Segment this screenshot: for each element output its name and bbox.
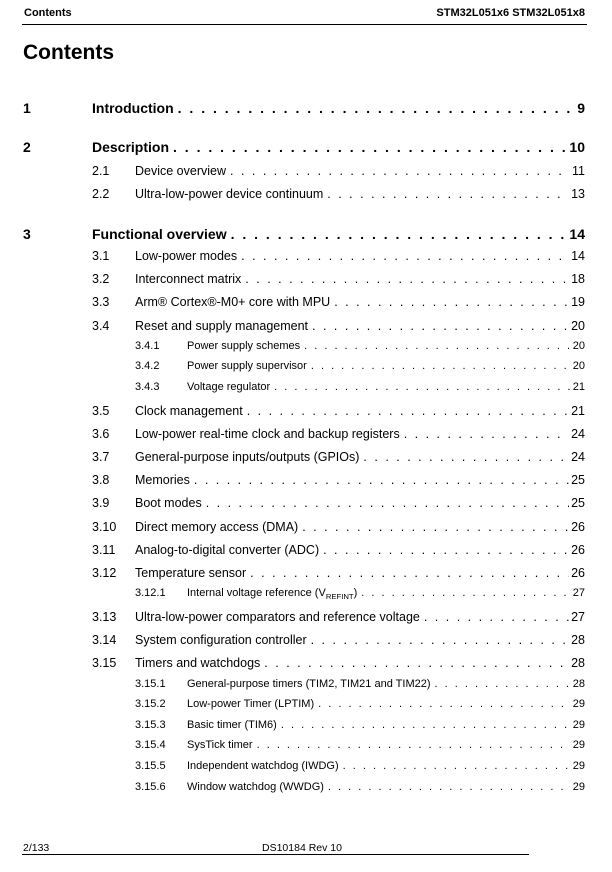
- toc-entry-line: [187, 360, 585, 372]
- toc-entry-title-text: SysTick timer: [187, 739, 253, 751]
- toc-entry-title-text: Functional overview: [92, 226, 227, 242]
- toc-entry-page: 29: [572, 781, 585, 793]
- toc-entry-number: 3.5: [92, 404, 110, 418]
- toc-entry-title-text: Temperature sensor: [135, 566, 247, 580]
- toc-entry-title-text: Power supply schemes: [187, 340, 301, 352]
- toc-entry-page: 26: [571, 520, 585, 534]
- toc-dot-leader: [343, 760, 571, 772]
- toc-entry-page: 29: [572, 698, 585, 710]
- toc-entry[interactable]: [0, 164, 612, 182]
- toc-entry-line: [135, 543, 585, 557]
- toc-entry-title-text: Analog-to-digital converter (ADC): [135, 543, 320, 557]
- toc-entry-title: [187, 360, 307, 372]
- toc-entry-number: 3.7: [92, 450, 110, 464]
- toc-entry-title-subscript: REFINT: [325, 592, 354, 602]
- toc-entry-title: [92, 139, 169, 155]
- toc-entry-number: 3.8: [92, 473, 110, 487]
- toc-entry-title-text: Ultra-low-power device continuum: [135, 187, 324, 201]
- toc-entry-title-text: Arm® Cortex®-M0+ core with MPU: [135, 295, 331, 309]
- toc-entry-page: 11: [572, 164, 585, 178]
- toc-entry[interactable]: [0, 566, 612, 584]
- toc-entry-title: [187, 719, 277, 731]
- toc-entry-title-text: Basic timer (TIM6): [187, 719, 277, 731]
- toc-entry-page: 29: [572, 739, 585, 751]
- toc-entry-title: [92, 100, 174, 116]
- toc-entry-title-text: Direct memory access (DMA): [135, 520, 299, 534]
- toc-entry-title-text: Memories: [135, 473, 190, 487]
- toc-dot-leader: [424, 610, 569, 624]
- toc-entry-title: [135, 610, 420, 624]
- toc-entry-page: 26: [571, 566, 585, 580]
- toc-entry-line: [187, 587, 585, 601]
- toc-entry-title-text: System configuration controller: [135, 633, 307, 647]
- toc-entry-number: 2.1: [92, 164, 110, 178]
- toc-entry-line: [92, 226, 585, 242]
- toc-entry-title: [135, 295, 330, 309]
- toc-entry-page: 21: [572, 381, 585, 393]
- toc-entry-line: [135, 520, 585, 534]
- toc-entry-title-text: Power supply supervisor: [187, 360, 307, 372]
- toc-entry-page: 28: [572, 678, 585, 690]
- toc-entry-title-text: Internal voltage reference (V: [187, 587, 326, 599]
- toc-entry-title: [187, 698, 314, 710]
- toc-dot-leader: [328, 781, 571, 793]
- toc-entry-page: 18: [571, 272, 585, 286]
- toc-dot-leader: [206, 496, 569, 510]
- toc-dot-leader: [334, 295, 569, 309]
- toc-entry-number: 3.4: [92, 319, 110, 333]
- toc-entry-line: [135, 272, 585, 286]
- toc-entry-title: [135, 249, 237, 263]
- footer-divider: [22, 854, 529, 855]
- toc-entry-number: 3.15.3: [135, 719, 166, 731]
- toc-entry-page: 19: [571, 295, 585, 309]
- toc-entry-line: [187, 739, 585, 751]
- toc-entry-title: [135, 543, 319, 557]
- toc-entry-title: [135, 473, 190, 487]
- toc-dot-leader: [327, 187, 569, 201]
- toc-entry-title: [187, 381, 270, 393]
- toc-entry-title: [187, 587, 357, 601]
- toc-entry-page: 28: [571, 633, 585, 647]
- toc-entry[interactable]: [0, 678, 612, 696]
- toc-entry-number: 3.4.3: [135, 381, 160, 393]
- header-document-name: STM32L051x6 STM32L051x8: [436, 7, 585, 19]
- toc-entry[interactable]: [0, 610, 612, 628]
- toc-dot-leader: [312, 319, 569, 333]
- toc-entry-title-text: Clock management: [135, 404, 243, 418]
- toc-entry[interactable]: [0, 698, 612, 716]
- toc-entry-title-text: Window watchdog (WWDG): [187, 781, 324, 793]
- toc-entry[interactable]: [0, 295, 612, 313]
- toc-entry-title-text: Reset and supply management: [135, 319, 309, 333]
- toc-entry[interactable]: [0, 427, 612, 445]
- toc-entry-number: 1: [23, 100, 31, 116]
- toc-entry-line: [135, 427, 585, 441]
- toc-dot-leader: [250, 566, 569, 580]
- toc-entry-page: 9: [577, 100, 585, 116]
- toc-entry-page: 20: [571, 319, 585, 333]
- toc-entry-title: [135, 633, 307, 647]
- toc-entry-line: [135, 496, 585, 510]
- toc-entry-number: 3.4.2: [135, 360, 160, 372]
- toc-entry[interactable]: [0, 340, 612, 358]
- toc-entry-page: 25: [571, 496, 585, 510]
- toc-entry-line: [92, 139, 585, 155]
- toc-entry-page: 25: [571, 473, 585, 487]
- toc-dot-leader: [257, 739, 571, 751]
- toc-entry-title-text: Voltage regulator: [187, 381, 271, 393]
- toc-entry-title-text: Low-power Timer (LPTIM): [187, 698, 315, 710]
- toc-entry-title: [135, 656, 260, 670]
- toc-entry-title: [135, 566, 246, 580]
- toc-entry-title-text: Low-power real-time clock and backup registers: [135, 427, 400, 441]
- toc-entry-title: [135, 272, 241, 286]
- header-section-title: Contents: [24, 7, 72, 19]
- toc-entry-line: [187, 719, 585, 731]
- toc-entry-title: [135, 404, 243, 418]
- toc-entry[interactable]: [0, 249, 612, 267]
- toc-entry-title: [187, 678, 431, 690]
- toc-entry-number: 3.11: [92, 543, 116, 557]
- toc-dot-leader: [311, 633, 569, 647]
- toc-entry-number: 2: [23, 139, 31, 155]
- toc-entry-number: 3.10: [92, 520, 117, 534]
- toc-dot-leader: [318, 698, 571, 710]
- toc-entry-title: [135, 187, 323, 201]
- toc-dot-leader: [245, 272, 569, 286]
- toc-entry-number: 3.1: [92, 249, 110, 263]
- toc-dot-leader: [281, 719, 571, 731]
- toc-entry-title: [135, 427, 400, 441]
- toc-dot-leader: [178, 100, 576, 116]
- toc-entry-page: 29: [572, 719, 585, 731]
- toc-entry-title: [135, 520, 298, 534]
- toc-dot-leader: [323, 543, 569, 557]
- toc-entry[interactable]: [0, 496, 612, 514]
- toc-entry[interactable]: [0, 587, 612, 605]
- toc-entry-line: [187, 698, 585, 710]
- toc-entry-page: 10: [569, 139, 585, 155]
- toc-entry[interactable]: [0, 473, 612, 491]
- toc-entry-number: 3.15: [92, 656, 117, 670]
- toc-entry-page: 24: [571, 450, 585, 464]
- page-title: Contents: [23, 41, 114, 64]
- toc-dot-leader: [247, 404, 569, 418]
- toc-entry-title-text: Introduction: [92, 100, 174, 116]
- toc-dot-leader: [241, 249, 569, 263]
- toc-entry-title: [135, 164, 226, 178]
- toc-entry-title-text: Low-power modes: [135, 249, 238, 263]
- toc-entry-title: [135, 450, 359, 464]
- toc-dot-leader: [230, 164, 570, 178]
- toc-entry-number: 3.13: [92, 610, 117, 624]
- toc-entry-page: 14: [571, 249, 585, 263]
- toc-entry-line: [187, 340, 585, 352]
- toc-entry[interactable]: [0, 760, 612, 778]
- toc-entry[interactable]: [0, 520, 612, 538]
- toc-entry[interactable]: [0, 272, 612, 290]
- toc-entry[interactable]: [0, 381, 612, 399]
- toc-entry-line: [135, 566, 585, 580]
- toc-entry-line: [187, 678, 585, 690]
- toc-entry-title-text: Timers and watchdogs: [135, 656, 261, 670]
- toc-entry[interactable]: [0, 719, 612, 737]
- toc-dot-leader: [231, 226, 568, 242]
- toc-entry-title-suffix: ): [353, 587, 358, 599]
- toc-entry-title: [135, 496, 202, 510]
- toc-entry-line: [135, 295, 585, 309]
- toc-entry[interactable]: [0, 100, 612, 118]
- toc-entry-page: 20: [572, 340, 585, 352]
- toc-entry-page: 26: [571, 543, 585, 557]
- toc-dot-leader: [435, 678, 571, 690]
- toc-entry[interactable]: [0, 543, 612, 561]
- toc-entry-line: [187, 760, 585, 772]
- toc-dot-leader: [363, 450, 569, 464]
- toc-entry-line: [135, 473, 585, 487]
- toc-entry[interactable]: [0, 319, 612, 337]
- toc-entry-line: [135, 610, 585, 624]
- toc-entry-title-text: Device overview: [135, 164, 227, 178]
- toc-entry-page: 27: [572, 587, 585, 599]
- toc-entry-page: 24: [571, 427, 585, 441]
- toc-entry-title-text: Ultra-low-power comparators and reference voltage: [135, 610, 420, 624]
- toc-entry-number: 3.4.1: [135, 340, 160, 352]
- toc-entry-number: 3.14: [92, 633, 117, 647]
- toc-entry-page: 27: [571, 610, 585, 624]
- toc-entry-number: 3: [23, 226, 31, 242]
- toc-entry-title: [92, 226, 227, 242]
- toc-entry-title: [187, 340, 300, 352]
- toc-entry-line: [135, 633, 585, 647]
- toc-entry-number: 3.15.2: [135, 698, 166, 710]
- toc-entry-number: 3.15.5: [135, 760, 166, 772]
- toc-entry-page: 21: [571, 404, 585, 418]
- toc-dot-leader: [264, 656, 569, 670]
- toc-entry-line: [135, 249, 585, 263]
- toc-dot-leader: [173, 139, 567, 155]
- toc-entry-line: [135, 319, 585, 333]
- toc-entry-title-text: General-purpose inputs/outputs (GPIOs): [135, 450, 360, 464]
- toc-entry-title-text: Interconnect matrix: [135, 272, 242, 286]
- toc-entry-number: 3.2: [92, 272, 110, 286]
- toc-entry-line: [135, 164, 585, 178]
- toc-dot-leader: [274, 381, 571, 393]
- toc-entry-number: 3.3: [92, 295, 110, 309]
- toc-entry-title: [135, 319, 308, 333]
- toc-entry[interactable]: [0, 450, 612, 468]
- toc-entry-line: [135, 404, 585, 418]
- header-divider: [22, 24, 587, 25]
- toc-entry-title: [187, 739, 253, 751]
- toc-entry-number: 3.9: [92, 496, 110, 510]
- toc-entry[interactable]: [0, 139, 612, 157]
- toc-entry-page: 28: [571, 656, 585, 670]
- toc-entry-title-text: General-purpose timers (TIM2, TIM21 and TIM22): [187, 678, 431, 690]
- toc-entry[interactable]: [0, 781, 612, 799]
- footer-document-id: DS10184 Rev 10: [262, 842, 342, 854]
- toc-entry-title: [187, 760, 339, 772]
- toc-entry-number: 3.12.1: [135, 587, 166, 599]
- toc-entry-number: 3.12: [92, 566, 117, 580]
- toc-entry[interactable]: [0, 404, 612, 422]
- toc-dot-leader: [304, 340, 571, 352]
- toc-entry[interactable]: [0, 226, 612, 244]
- toc-dot-leader: [404, 427, 569, 441]
- toc-dot-leader: [302, 520, 569, 534]
- toc-entry-line: [135, 656, 585, 670]
- toc-dot-leader: [361, 587, 571, 599]
- toc-entry[interactable]: [0, 360, 612, 378]
- toc-entry-number: 3.6: [92, 427, 110, 441]
- toc-dot-leader: [311, 360, 571, 372]
- toc-entry-page: 29: [572, 760, 585, 772]
- toc-entry[interactable]: [0, 656, 612, 674]
- toc-entry-number: 3.15.4: [135, 739, 166, 751]
- toc-entry[interactable]: [0, 187, 612, 205]
- toc-entry-line: [92, 100, 585, 116]
- toc-entry-title-text: Independent watchdog (IWDG): [187, 760, 339, 772]
- toc-entry-title: [187, 781, 324, 793]
- toc-entry-title-text: Boot modes: [135, 496, 202, 510]
- toc-entry-number: 3.15.6: [135, 781, 166, 793]
- toc-entry-page: 13: [571, 187, 585, 201]
- toc-entry-number: 3.15.1: [135, 678, 166, 690]
- toc-entry-page: 20: [572, 360, 585, 372]
- toc-entry[interactable]: [0, 739, 612, 757]
- toc-entry-line: [187, 381, 585, 393]
- toc-entry-line: [135, 450, 585, 464]
- toc-entry-number: 2.2: [92, 187, 110, 201]
- toc-entry-line: [187, 781, 585, 793]
- footer-page-number: 2/133: [23, 842, 50, 854]
- toc-entry-page: 14: [569, 226, 585, 242]
- toc-entry[interactable]: [0, 633, 612, 651]
- toc-dot-leader: [194, 473, 569, 487]
- toc-entry-title-text: Description: [92, 139, 170, 155]
- toc-entry-line: [135, 187, 585, 201]
